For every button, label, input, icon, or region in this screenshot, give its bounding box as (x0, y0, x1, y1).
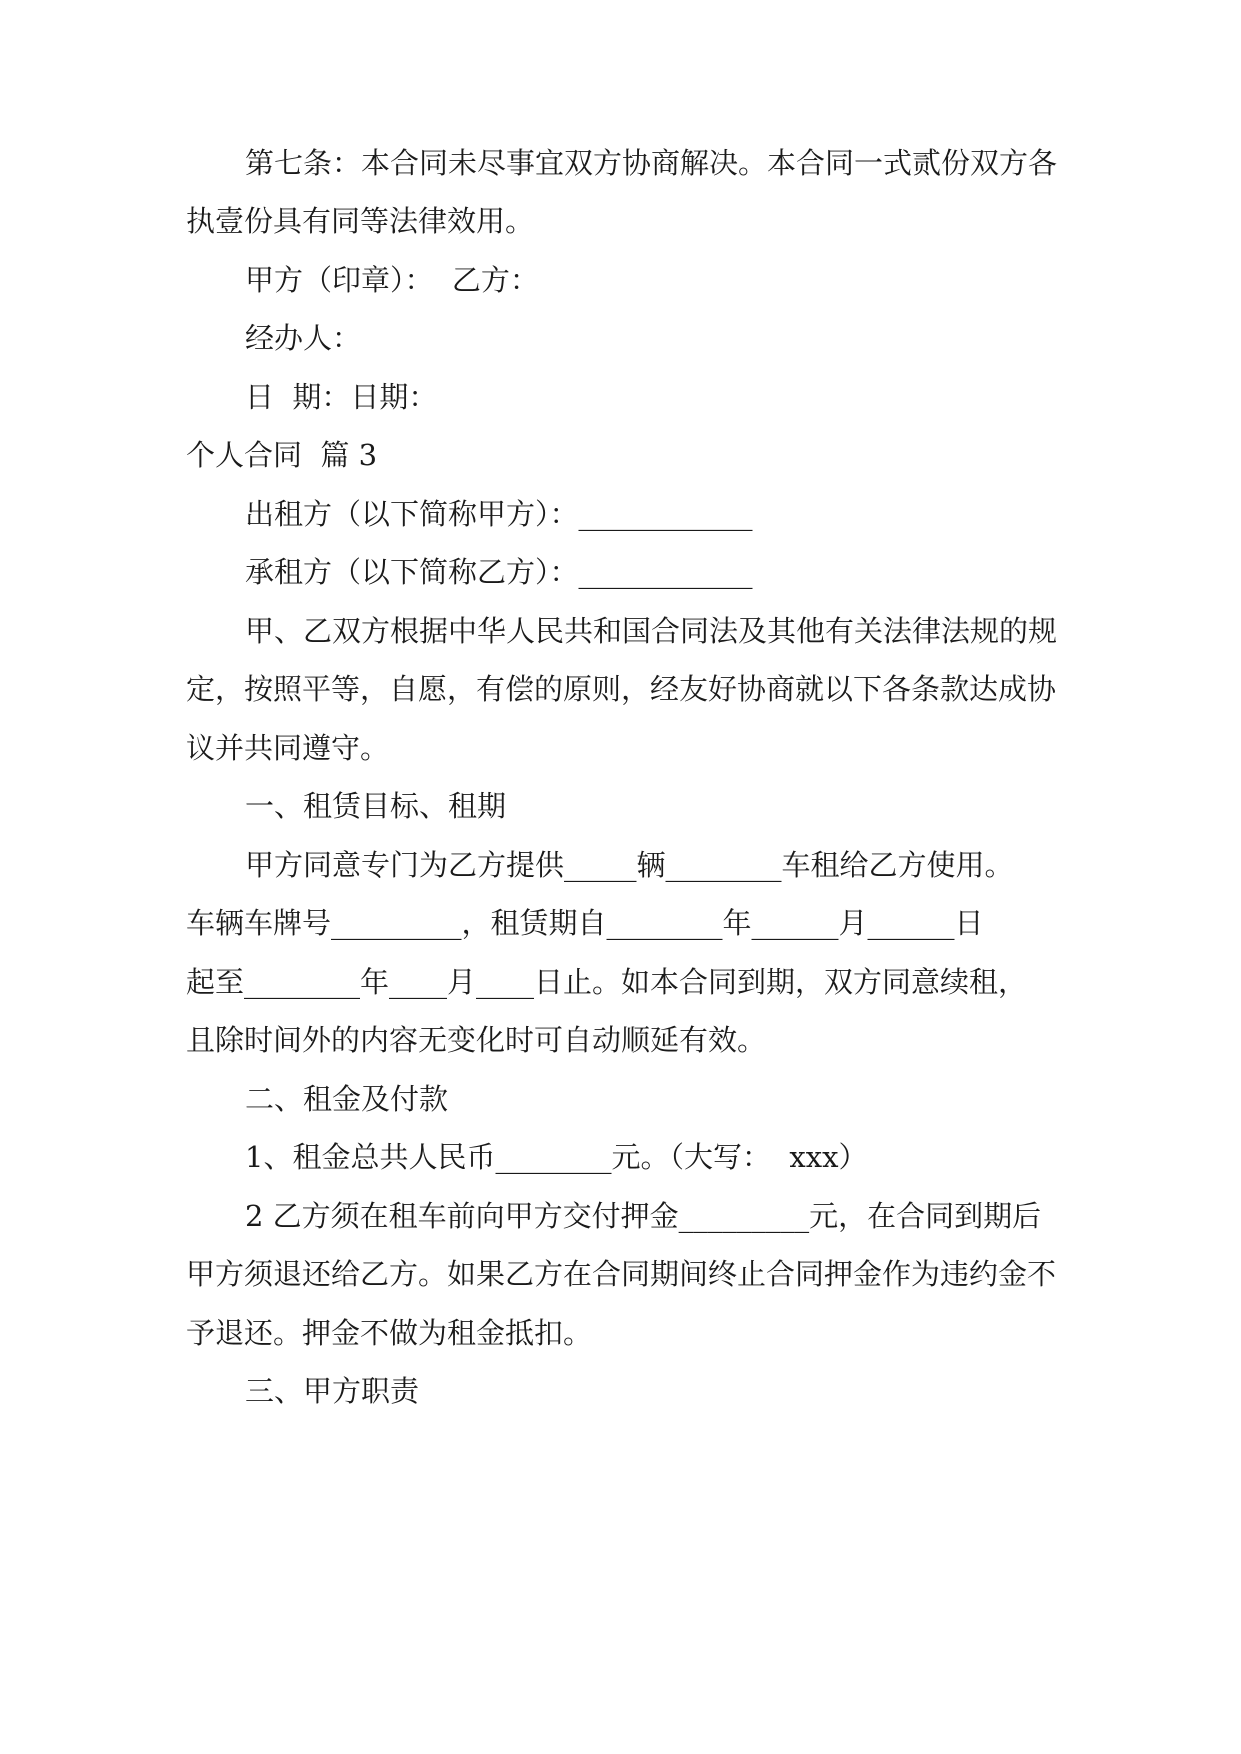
clause-1-heading: 一、租赁目标、租期 (245, 789, 507, 823)
clause-1-line-4: 且除时间外的内容无变化时可自动顺延有效。 (186, 1023, 767, 1057)
lessee-line: 承租方（以下简称乙方）：____________ (245, 555, 753, 589)
clause-3-heading: 三、甲方职责 (245, 1374, 420, 1408)
lessor-line: 出租方（以下简称甲方）：____________ (245, 497, 753, 531)
date-line: 日 期：日期： (245, 380, 438, 414)
clause-1-line-2: 车辆车牌号_________，租赁期自________年______月______日 (186, 906, 984, 940)
section-title: 个人合同 篇 3 (186, 438, 378, 472)
handler-line: 经办人： (245, 321, 362, 355)
preamble-line-1: 甲、乙双方根据中华人民共和国合同法及其他有关法律法规的规 (245, 614, 1058, 648)
article-7-line-2: 执壹份具有同等法律效用。 (186, 204, 535, 238)
clause-2-item-2-line-3: 予退还。押金不做为租金抵扣。 (186, 1316, 593, 1350)
clause-1-line-1: 甲方同意专门为乙方提供_____辆________车租给乙方使用。 (245, 848, 1014, 882)
clause-2-item-1: 1、租金总共人民币________元。（大写： xxx） (245, 1140, 868, 1174)
article-7-line-1: 第七条：本合同未尽事宜双方协商解决。本合同一式贰份双方各 (245, 146, 1058, 180)
clause-2-item-2-line-1: 2 乙方须在租车前向甲方交付押金_________元，在合同到期后 (245, 1199, 1042, 1233)
clause-1-line-3: 起至________年____月____日止。如本合同到期，双方同意续租， (186, 965, 1028, 999)
preamble-line-2: 定，按照平等，自愿，有偿的原则，经友好协商就以下各条款达成协 (186, 672, 1057, 706)
party-signature-line: 甲方（印章）： 乙方： (245, 263, 539, 297)
clause-2-item-2-line-2: 甲方须退还给乙方。如果乙方在合同期间终止合同押金作为违约金不 (186, 1257, 1057, 1291)
clause-2-heading: 二、租金及付款 (245, 1082, 449, 1116)
preamble-line-3: 议并共同遵守。 (186, 731, 390, 765)
